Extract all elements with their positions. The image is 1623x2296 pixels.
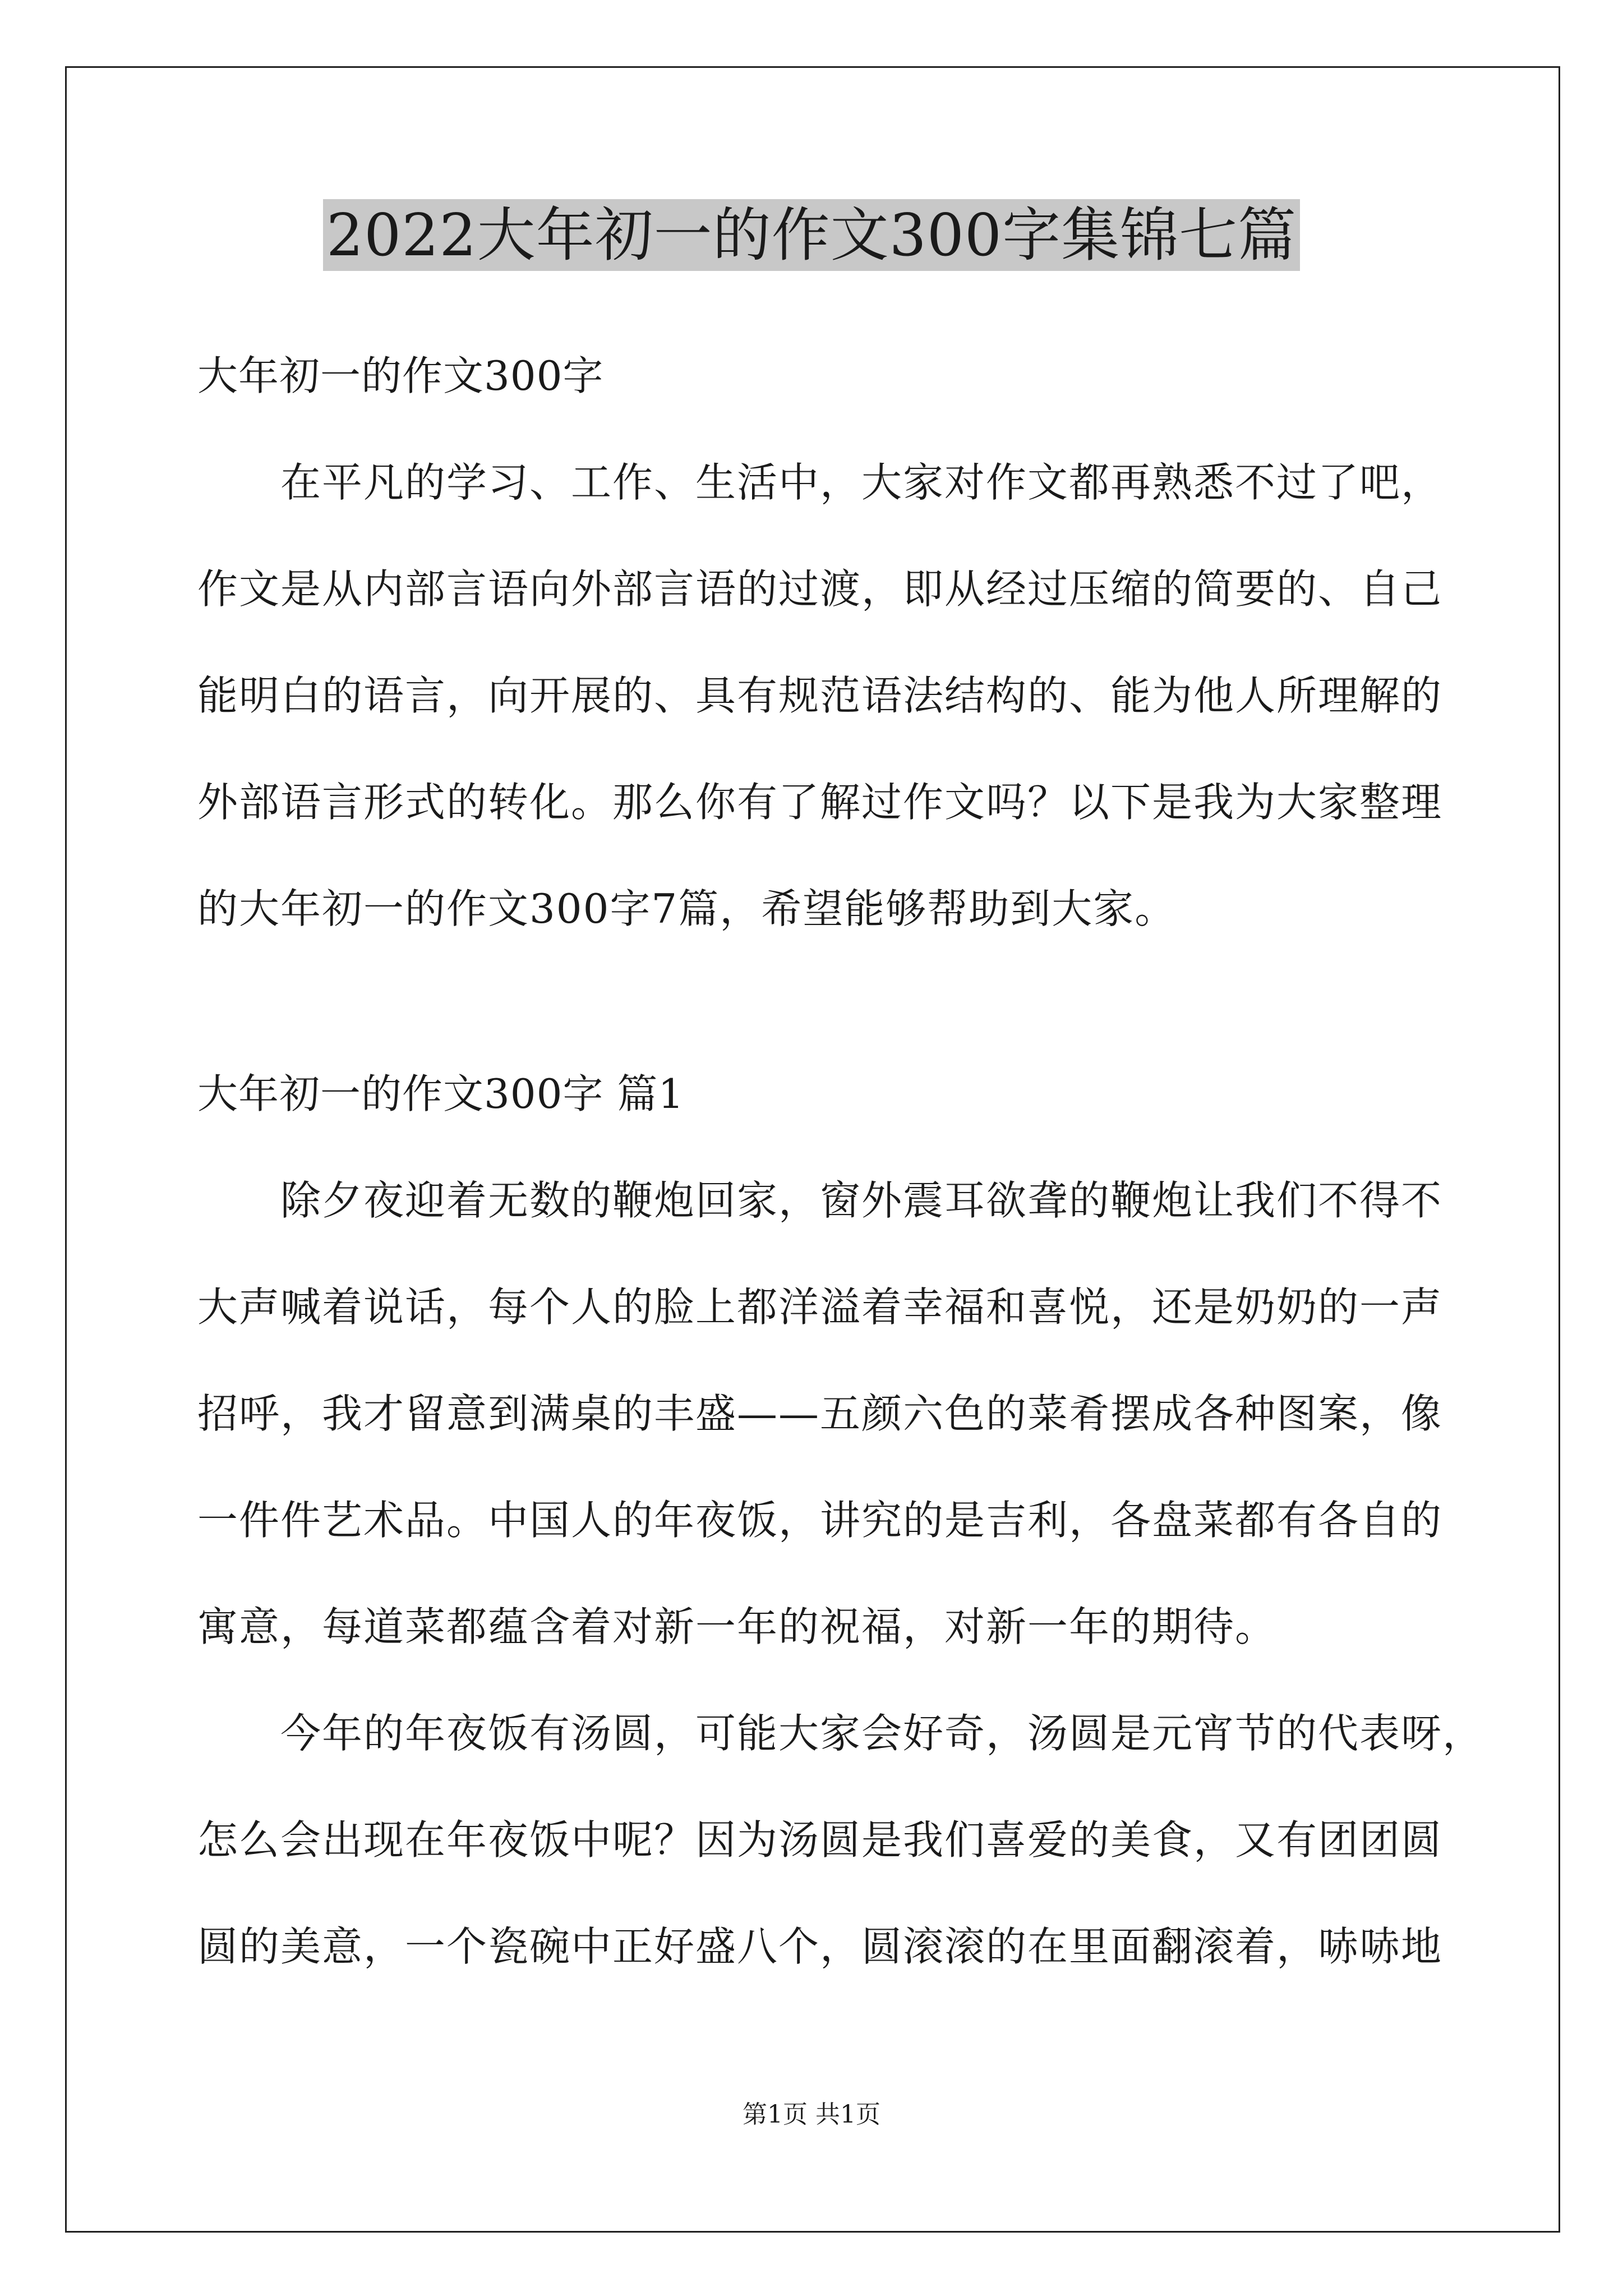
body-line: 怎么会出现在年夜饭中呢？因为汤圆是我们喜爱的美食，又有团团圆 — [197, 1816, 1443, 1864]
body-line: 今年的年夜饭有汤圆，可能大家会好奇，汤圆是元宵节的代表呀， — [280, 1710, 1484, 1757]
section-heading: 大年初一的作文300字 篇1 — [197, 1070, 685, 1117]
intro-heading: 大年初一的作文300字 — [197, 352, 604, 399]
page-footer: 第1页 共1页 — [743, 2100, 880, 2129]
body-line: 招呼，我才留意到满桌的丰盛——五颜六色的菜肴摆成各种图案，像 — [197, 1390, 1443, 1437]
intro-line: 外部语言形式的转化。那么你有了解过作文吗？以下是我为大家整理 — [197, 779, 1443, 826]
body-line: 圆的美意，一个瓷碗中正好盛八个，圆滚滚的在里面翻滚着，哧哧地 — [197, 1923, 1443, 1970]
intro-line: 能明白的语言，向开展的、具有规范语法结构的、能为他人所理解的 — [197, 672, 1443, 719]
title-container — [0, 199, 1623, 271]
intro-line: 作文是从内部言语向外部言语的过渡，即从经过压缩的简要的、自己 — [197, 565, 1443, 613]
intro-line: 的大年初一的作文300字7篇，希望能够帮助到大家。 — [197, 885, 1177, 932]
body-line: 除夕夜迎着无数的鞭炮回家，窗外震耳欲聋的鞭炮让我们不得不 — [280, 1177, 1443, 1224]
document-title: 2022大年初一的作文300字集锦七篇 — [323, 199, 1300, 271]
intro-line: 在平凡的学习、工作、生活中，大家对作文都再熟悉不过了吧， — [280, 459, 1443, 506]
body-line: 一件件艺术品。中国人的年夜饭，讲究的是吉利，各盘菜都有各自的 — [197, 1497, 1443, 1544]
body-line: 寓意，每道菜都蕴含着对新一年的祝福，对新一年的期待。 — [197, 1603, 1277, 1650]
body-line: 大声喊着说话，每个人的脸上都洋溢着幸福和喜悦，还是奶奶的一声 — [197, 1283, 1443, 1331]
